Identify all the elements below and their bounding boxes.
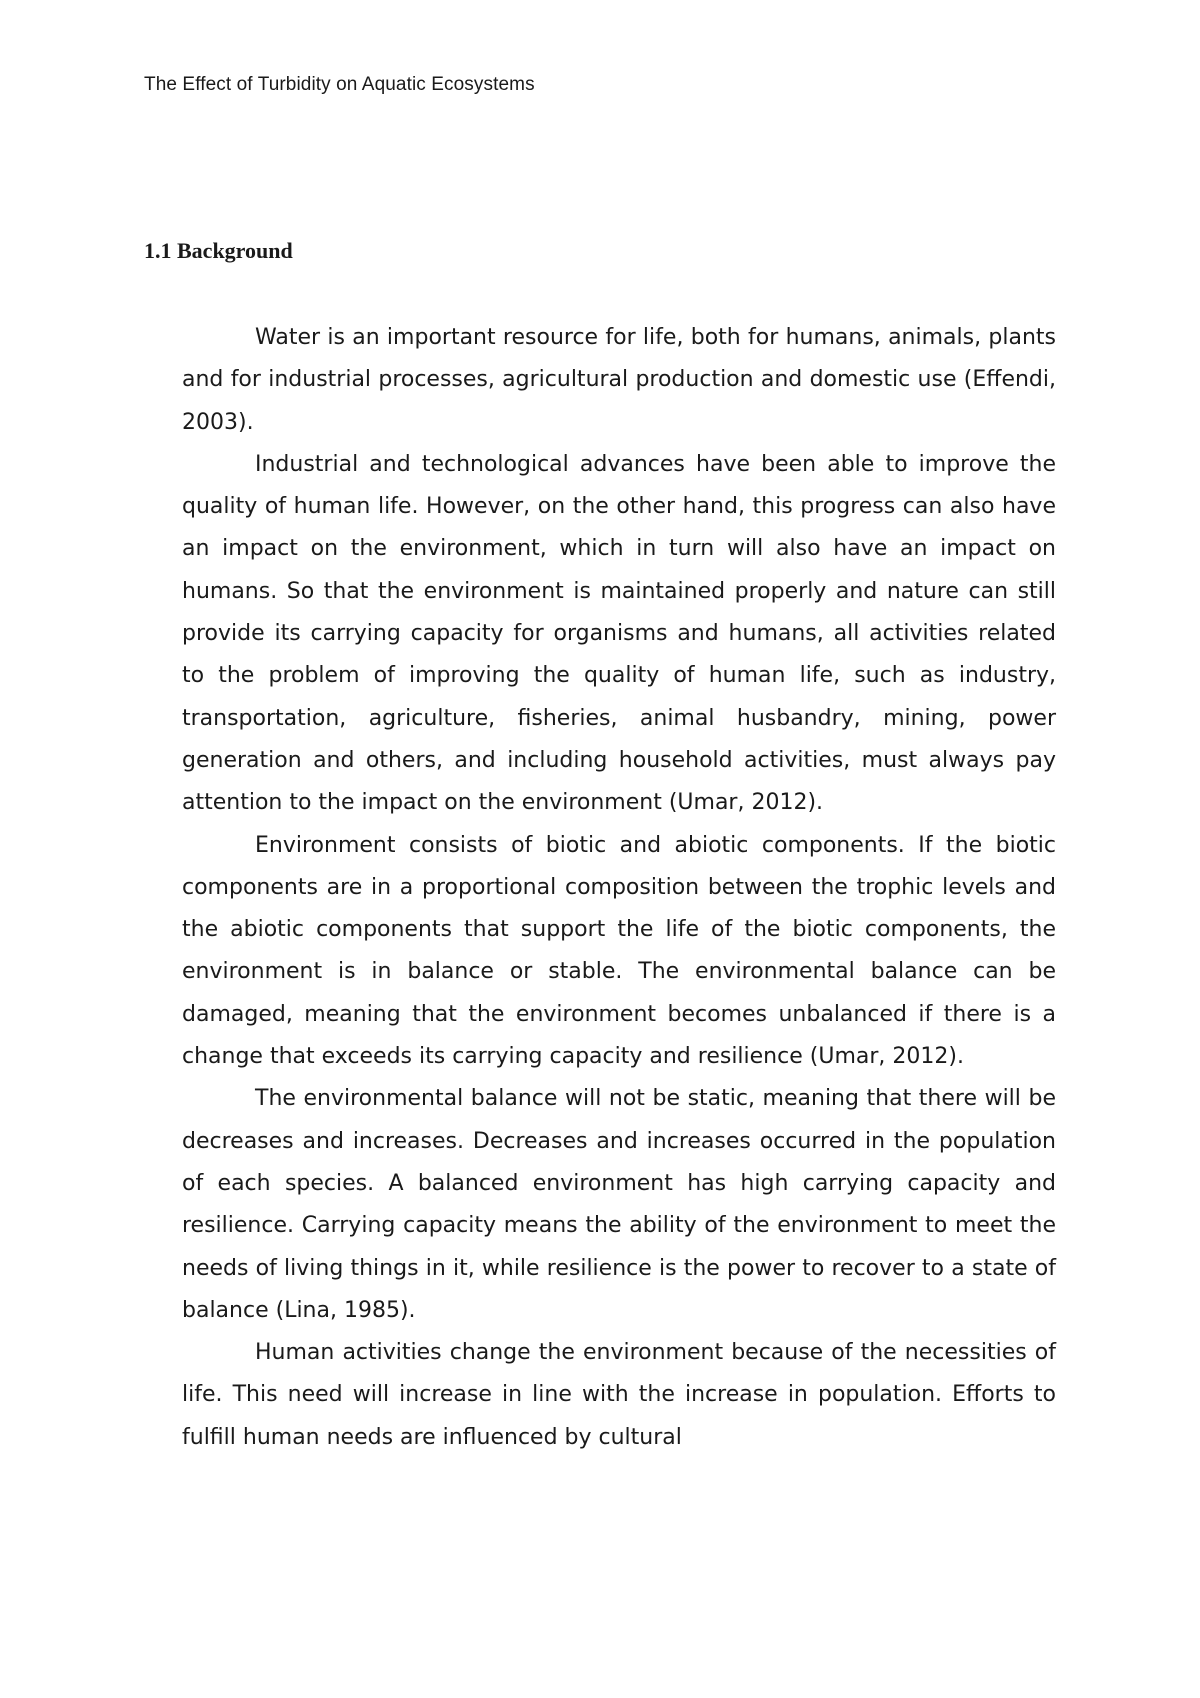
paragraph-1: Water is an important resource for life, both for humans, animals, plants and for industrial processes, agricultural production and domestic use (Effendi, 2003). bbox=[182, 325, 1056, 435]
paragraph-3: Environment consists of biotic and abiotic components. If the biotic components are in a proportional composition between the trophic levels and the abiotic components that support the life of the biotic components, the environment is in balance or stable. The environmental balance can be damaged, meaning that the environment becomes unbalanced if there is a change that exceeds its carrying capacity and resilience (Umar, 2012). bbox=[182, 832, 1056, 1070]
paragraph-5: Human activities change the environment because of the necessities of life. This need will increase in line with the increase in population. Efforts to fulfill human needs are influenced by cultural bbox=[182, 1340, 1056, 1450]
paragraph-4: The environmental balance will not be static, meaning that there will be decreases and increases. Decreases and increases occurred in the population of each species. A balanced environment has high carrying capacity and resilience. Carrying capacity means the ability of the environment to meet the needs of living things in it, while resilience is the power to recover to a state of balance (Lina, 1985). bbox=[182, 1086, 1056, 1323]
paragraph-2: Industrial and technological advances have been able to improve the quality of human life. However, on the other hand, this progress can also have an impact on the environment, which in turn will also have an impact on humans. So that the environment is maintained properly and nature can still provide its carrying capacity for organisms and humans, all activities related to the problem of improving the quality of human life, such as industry, transportation, agriculture, fisheries, animal husbandry, mining, power generation and others, and including household activities, must always pay attention to the impact on the environment (Umar, 2012). bbox=[182, 451, 1056, 816]
running-header: The Effect of Turbidity on Aquatic Ecosystems bbox=[144, 74, 535, 95]
section-title: 1.1 Background bbox=[144, 238, 293, 263]
body-text bbox=[182, 317, 1056, 1459]
